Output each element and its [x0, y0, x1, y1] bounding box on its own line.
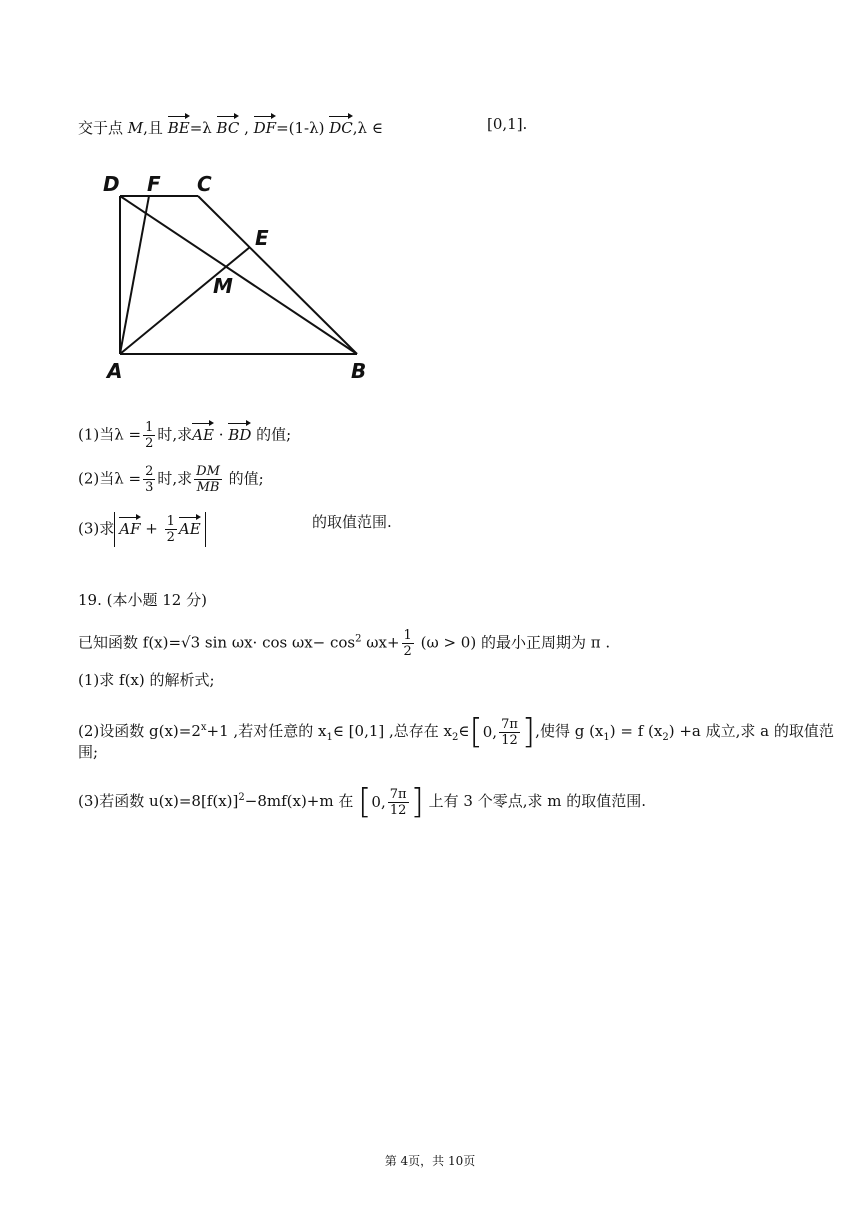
- fraction-one-half-2: $\frac{1}{2}$: [403, 628, 412, 659]
- vector-AF: AF: [119, 515, 140, 539]
- absolute-value-expression: AF + $\frac{1}{2}$ AE: [114, 512, 205, 547]
- label-B: B: [351, 359, 367, 383]
- problem19-question3: (3)若函数 $u(x)=8[f(x)]^2-8mf(x)+m$ 在 [ 0, $\frac{7\pi}{12}$ ] 上有 3 个零点,求 m 的取值范围.: [78, 782, 646, 822]
- problem18-question2: (2)当λ = $\frac{2}{3}$ 时,求 $\frac{DM}{MB}$ 的值;: [78, 464, 264, 495]
- interval-0-7pi-12-2: [ 0, $\frac{7\pi}{12}$ ]: [358, 782, 424, 822]
- problem18-intro: 交于点 M,且 BE=λ BC , DF=(1-λ) DC,λ ∈: [78, 114, 383, 138]
- segment-DB: [120, 196, 357, 354]
- vector-BD: BD: [228, 421, 251, 445]
- vector-BE: BE: [168, 114, 190, 138]
- problem19-heading: 19. (本小题 12 分): [78, 591, 207, 609]
- problem18-question1: (1)当λ = $\frac{1}{2}$ 时,求AE · BD 的值;: [78, 420, 292, 451]
- label-D: D: [103, 172, 120, 196]
- interval-0-7pi-12: [ 0, $\frac{7\pi}{12}$ ]: [469, 712, 536, 752]
- ratio-DM-MB: $\frac{DM}{MB}$: [196, 464, 220, 495]
- problem18-interval: [0,1].: [487, 115, 528, 133]
- label-E: E: [255, 226, 269, 250]
- fraction-one-half: $\frac{1}{2}$: [145, 420, 154, 451]
- vector-DF: DF: [254, 114, 276, 138]
- label-A: A: [107, 359, 123, 383]
- vector-DC: DC: [329, 114, 353, 138]
- problem19-statement: 已知函数 f(x)=√3 $\sin \omega x\cdot \cos \omega x- \cos^2 \omega x+$ $\frac{1}{2}$ (ω > 0) 的最小正周期为 π .: [78, 628, 611, 659]
- label-M: M: [213, 274, 233, 298]
- vector-AE: AE: [192, 421, 214, 445]
- problem18-question3: (3)求 AF + $\frac{1}{2}$ AE: [78, 512, 206, 547]
- segment-AE: [120, 247, 250, 354]
- fraction-two-thirds: $\frac{2}{3}$: [145, 464, 154, 495]
- problem19-question2-wrap: 围;: [78, 743, 99, 761]
- segment-AF: [120, 196, 149, 354]
- problem19-question1: (1)求 f(x) 的解析式;: [78, 671, 215, 689]
- problem19-question2: (2)设函数 $g(x)=2^x+1$ ,若对任意的 $x_1\in$ [0,1] ,总存在 $x_2\in$ [ 0, $\frac{7\pi}{12}$ ] ,使得 g $(x_1) = f$ $(x_2) +a$ 成立,求 a 的取值范: [78, 712, 834, 752]
- problem18-question3-suffix: 的取值范围.: [312, 513, 392, 531]
- label-C: C: [197, 172, 212, 196]
- vector-BC: BC: [217, 114, 240, 138]
- vector-AE-2: AE: [179, 515, 201, 539]
- label-F: F: [147, 172, 161, 196]
- page-footer: 第 4页，共 10页: [384, 1154, 476, 1168]
- trapezoid-diagram: [95, 165, 395, 385]
